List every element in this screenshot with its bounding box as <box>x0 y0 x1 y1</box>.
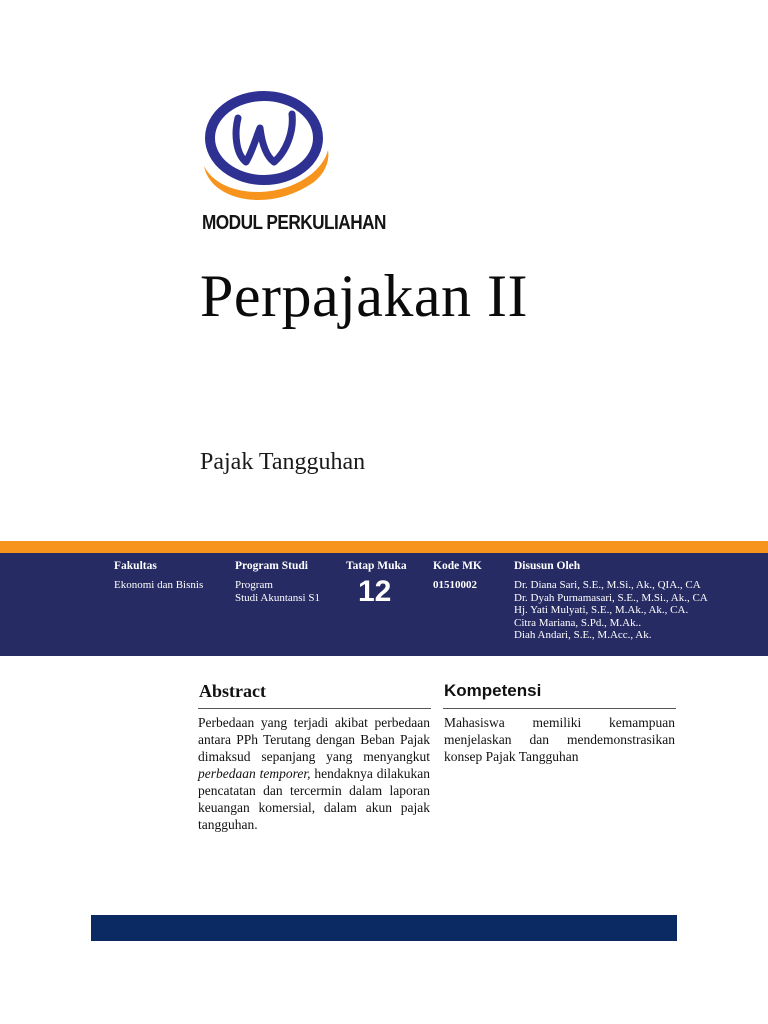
fakultas-value: Ekonomi dan Bisnis <box>114 579 204 591</box>
tatap-muka-label: Tatap Muka <box>346 560 407 572</box>
program-studi-column <box>235 559 320 604</box>
author-name: Dr. Diana Sari, S.E., M.Si., Ak., QIA., CA <box>514 579 701 591</box>
abstract-heading: Abstract <box>199 681 266 701</box>
footer-bar <box>91 915 677 941</box>
kode-mk-value: 01510002 <box>433 579 477 591</box>
page-title: Perpajakan II <box>200 263 529 329</box>
course-info-band <box>0 553 768 656</box>
fakultas-label: Fakultas <box>114 560 157 572</box>
page-subtitle: Pajak Tangguhan <box>200 449 366 475</box>
author-list <box>514 579 708 642</box>
program-studi-line: Program <box>235 579 273 591</box>
kode-mk-label: Kode MK <box>433 560 482 572</box>
author-name: Hj. Yati Mulyati, S.E., M.Ak., Ak., CA. <box>514 604 689 616</box>
disusun-oleh-column <box>514 559 708 642</box>
abstract-text-part: hendaknya dilakukan pencatatan dan tercermin dalam laporan keuangan komersial, dalam akun pajak tangguhan. <box>198 766 430 832</box>
abstract-text-italic: perbedaan temporer, <box>198 766 311 781</box>
kompetensi-heading: Kompetensi <box>444 681 542 700</box>
abstract-rule <box>198 708 431 709</box>
tatap-muka-value: 12 <box>358 575 392 608</box>
disusun-oleh-label: Disusun Oleh <box>514 560 581 572</box>
abstract-text-part: Perbedaan yang terjadi akibat perbedaan antara PPh Terutang dengan Beban Pajak dimaksud sepanjang yang menyangkut <box>198 715 430 764</box>
author-name: Citra Mariana, S.Pd., M.Ak.. <box>514 616 642 629</box>
program-studi-line: Studi Akuntansi S1 <box>235 591 320 604</box>
kode-mk-column <box>433 559 482 592</box>
kompetensi-text: Mahasiswa memiliki kemampuan menjelaskan dan mendemonstrasikan konsep Pajak Tangguhan <box>444 715 675 764</box>
university-logo <box>198 88 334 210</box>
kompetensi-rule <box>443 708 676 709</box>
program-studi-value <box>235 579 320 604</box>
author-name: Diah Andari, S.E., M.Acc., Ak. <box>514 629 652 641</box>
author-name: Dr. Dyah Purnamasari, S.E., M.Si., Ak., CA <box>514 591 708 604</box>
orange-divider-bar <box>0 541 768 553</box>
abstract-text <box>198 714 430 833</box>
module-label: MODUL PERKULIAHAN <box>202 212 386 234</box>
program-studi-label: Program Studi <box>235 560 308 572</box>
fakultas-column <box>114 559 203 592</box>
tatap-muka-column <box>346 559 407 607</box>
